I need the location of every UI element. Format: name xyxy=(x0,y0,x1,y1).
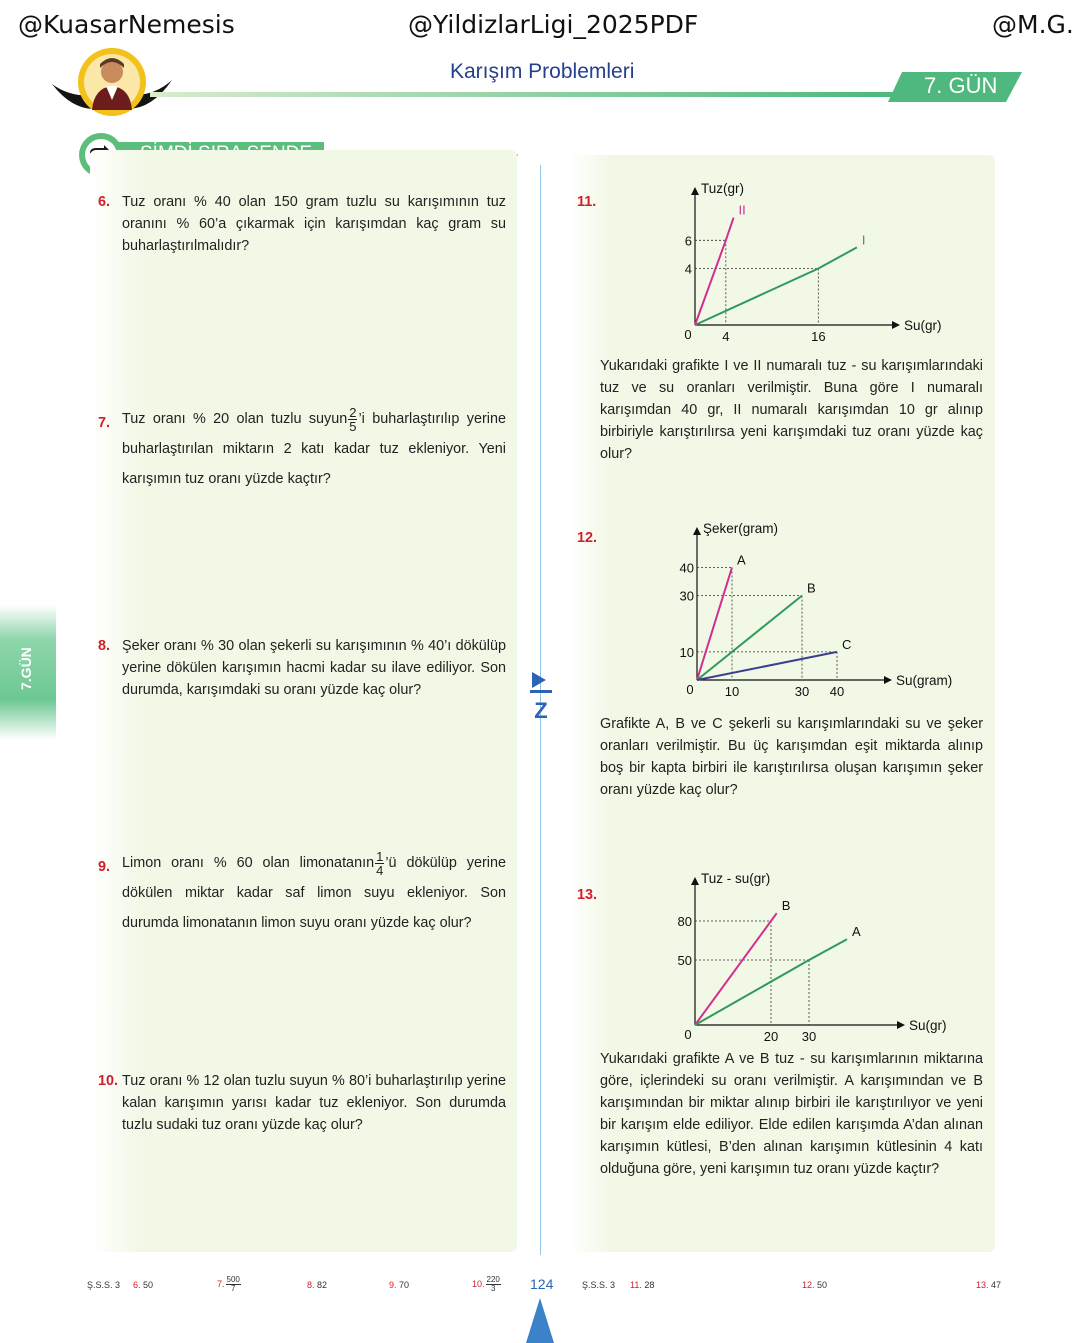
origin-label: 0 xyxy=(684,1027,692,1042)
series-line-B xyxy=(695,913,777,1025)
question-9 xyxy=(98,848,506,938)
answer-8: 8. 82 xyxy=(307,1280,328,1290)
x-tick-label: 40 xyxy=(829,684,845,699)
publisher-logo xyxy=(528,668,554,722)
series-label-A: A xyxy=(852,924,861,940)
fraction: $\frac{1}{4}$ xyxy=(376,848,384,878)
question-8 xyxy=(98,635,506,701)
question-text-pre: Limon oranı % 60 olan limonatanın xyxy=(122,855,375,871)
question-text: Tuz oranı % 40 olan 150 gram tuzlu su karışımının tuz oranını % 60’a çıkarmak için karışımdan kaç gram su buharlaştırılmalıdır? xyxy=(122,194,506,254)
series-label-C: C xyxy=(842,636,852,652)
y-axis-arrow xyxy=(693,527,701,535)
y-tick-label: 30 xyxy=(679,588,694,604)
page-title: Karışım Problemleri xyxy=(450,60,635,83)
x-tick-label: 20 xyxy=(763,1029,779,1044)
question-text-pre: Tuz oranı % 20 olan tuzlu suyun xyxy=(122,411,348,427)
question-text: Şeker oranı % 30 olan şekerli su karışımının % 40’ı dökülüp yerine dökülen karışımın hacmi kadar su ilave ediliyor. Son durumda, karışımdaki su oranı yüzde kaç olur? xyxy=(122,638,506,698)
fraction: $\frac{2}{5}$ xyxy=(349,404,357,434)
y-axis-label: Tuz(gr) xyxy=(701,181,744,196)
y-axis-label: Tuz - su(gr) xyxy=(701,871,771,886)
chart-q11 xyxy=(670,181,942,350)
question-text-post: ’ü dökülüp yerine dökülen miktar kadar saf limon suyu ekleniyor. Son durumda limonatanın limon suyu oranı yüzde kaç olur? xyxy=(122,855,506,931)
answer-11: 11. 28 xyxy=(630,1280,655,1290)
question-number: 10. xyxy=(98,1073,119,1089)
x-tick-label: 30 xyxy=(794,684,810,699)
x-axis-label: Su(gr) xyxy=(904,318,942,333)
question-7 xyxy=(98,404,506,494)
answer-6: 6. 50 xyxy=(133,1280,154,1290)
question-text: Tuz oranı % 12 olan tuzlu suyun % 80’i buharlaştırılıp yerine kalan karışımın yarısı kadar tuz ekleniyor. Son durumda tuzlu sudaki tuz oranı yüzde kaç olur? xyxy=(122,1073,506,1133)
series-label-I: I xyxy=(861,232,866,248)
answer-10: 10. $\frac{220}{3}$ xyxy=(472,1275,500,1293)
question-number: 9. xyxy=(98,859,111,875)
footer-right-label: Ş.S.S. 3 xyxy=(582,1280,616,1290)
answer-13: 13. 47 xyxy=(976,1280,1002,1290)
answer-9: 9. 70 xyxy=(389,1280,410,1290)
question-number: 8. xyxy=(98,638,111,654)
origin-label: 0 xyxy=(684,327,692,342)
page-pointer xyxy=(526,1298,554,1343)
header-rule xyxy=(150,92,910,97)
svg-text:Z: Z xyxy=(534,698,548,723)
question-number: 7. xyxy=(98,415,111,431)
question-6 xyxy=(98,191,506,257)
x-axis-arrow xyxy=(884,676,892,684)
chart-q13 xyxy=(670,871,947,1045)
origin-label: 0 xyxy=(686,682,694,697)
chart-q12 xyxy=(670,521,953,699)
y-tick-label: 4 xyxy=(684,261,692,277)
question-11-text: Yukarıdaki grafikte I ve II numaralı tuz - su karışımlarındaki tuz ve su oranları verilmiştir. Buna göre I numaralı karışımdan 40 gr, II numaralı karışımdan 10 gr alınıp birbiriyle karıştırılırsa yeni karışımdaki tuz oranı yüzde kaç olur? xyxy=(600,358,983,462)
y-axis-label: Şeker(gram) xyxy=(703,521,779,536)
day-badge: 7. GÜN xyxy=(924,73,998,98)
question-text-post: ’i buharlaştırılıp yerine buharlaştırılan miktarın 2 katı kadar tuz ekleniyor. Yeni karışımın tuz oranı yüzde kaçtır? xyxy=(122,411,506,487)
y-tick-label: 80 xyxy=(677,914,692,929)
question-12-text: Grafikte A, B ve C şekerli su karışımlarındaki su ve şeker oranları verilmiştir. Bu üç karışımdan eşit miktarda alınıp boş bir kapta birbiri ile karıştırılırsa oluşan karışımın şeker oranı yüzde kaç olur? xyxy=(600,716,983,798)
series-label-B: B xyxy=(781,898,791,914)
x-tick-label: 10 xyxy=(724,684,740,699)
y-tick-label: 50 xyxy=(677,953,692,968)
mascot-logo xyxy=(48,40,176,124)
watermark-center: @YildizlarLigi_2025PDF xyxy=(408,10,699,39)
watermark-left: @KuasarNemesis xyxy=(18,10,235,39)
y-tick-label: 6 xyxy=(684,233,692,249)
series-line-B xyxy=(697,596,802,680)
x-tick-label: 30 xyxy=(801,1029,817,1044)
side-tab-label: 7.GÜN xyxy=(18,647,34,690)
watermark-right: @M.G. xyxy=(992,10,1074,39)
x-axis-label: Su(gram) xyxy=(896,673,953,688)
series-label-B: B xyxy=(807,580,816,596)
y-tick-label: 10 xyxy=(679,644,694,660)
x-axis-arrow xyxy=(897,1021,905,1029)
answer-12: 12. 50 xyxy=(802,1280,828,1290)
footer-left-label: Ş.S.S. 3 xyxy=(87,1280,121,1290)
series-label-A: A xyxy=(737,552,746,568)
question-10 xyxy=(98,1070,506,1136)
series-line-A xyxy=(695,939,847,1025)
x-tick-label: 4 xyxy=(722,329,730,344)
x-tick-label: 16 xyxy=(811,329,826,344)
y-tick-label: 40 xyxy=(679,560,694,576)
x-axis-arrow xyxy=(892,321,900,329)
series-line-C xyxy=(697,652,837,680)
page-number: 124 xyxy=(530,1276,554,1292)
question-number: 6. xyxy=(98,194,111,210)
series-label-II: II xyxy=(738,202,746,218)
answer-7: 7. $\frac{500}{7}$ xyxy=(217,1275,240,1293)
series-line-A xyxy=(697,568,732,681)
question-13-text: Yukarıdaki grafikte A ve B tuz - su karışımlarının miktarına göre, içlerindeki su oranı verilmiştir. A karışımından ve B karışımından bir miktar alınıp birbiri ile karıştırılıyor ve yeni bir karışım elde ediliyor. Elde edilen karışımda A’dan alınan karışımın kütlesi, B’den alınan karışımın kütlesinin 4 katı olduğuna göre, yeni karışımın tuz oranı yüzde kaçtır? xyxy=(600,1051,983,1177)
x-axis-label: Su(gr) xyxy=(909,1018,947,1033)
